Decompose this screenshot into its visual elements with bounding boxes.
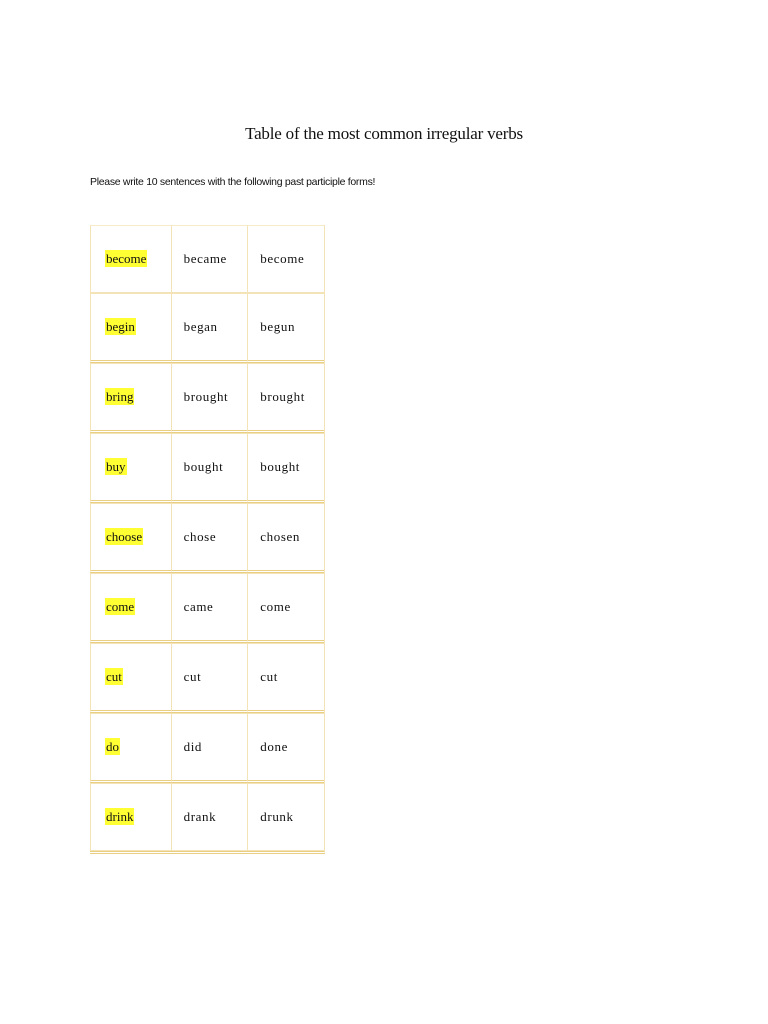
past-simple-cell: began <box>171 293 248 363</box>
base-form-cell <box>90 783 171 851</box>
verbs-table-body <box>90 225 324 851</box>
base-form-highlight: cut <box>106 669 122 684</box>
base-form-highlight: do <box>106 739 119 754</box>
table-row <box>90 783 324 851</box>
base-form-cell <box>90 225 171 293</box>
base-form-highlight: choose <box>106 529 143 544</box>
base-form-highlight: buy <box>106 459 126 474</box>
base-form-cell <box>90 573 171 643</box>
base-form-cell <box>90 643 171 713</box>
base-form-highlight: bring <box>106 389 134 404</box>
base-form-cell <box>90 433 171 503</box>
base-form-cell <box>90 713 171 783</box>
base-form-cell <box>90 293 171 363</box>
table-row <box>90 643 324 713</box>
past-simple-cell: came <box>171 573 248 643</box>
past-participle-cell: become <box>247 225 324 293</box>
base-form-cell <box>90 363 171 433</box>
table-row <box>90 225 324 293</box>
past-participle-cell: begun <box>247 293 324 363</box>
past-participle-cell: cut <box>247 643 324 713</box>
past-participle-cell: done <box>247 713 324 783</box>
base-form-highlight: come <box>106 599 135 614</box>
table-row <box>90 433 324 503</box>
past-simple-cell: bought <box>171 433 248 503</box>
past-participle-cell: come <box>247 573 324 643</box>
table-row <box>90 293 324 363</box>
table-row <box>90 573 324 643</box>
past-participle-cell: drunk <box>247 783 324 851</box>
table-row <box>90 363 324 433</box>
table-row <box>90 713 324 783</box>
past-simple-cell: drank <box>171 783 248 851</box>
base-form-highlight: become <box>106 251 147 266</box>
past-participle-cell: chosen <box>247 503 324 573</box>
past-participle-cell: bought <box>247 433 324 503</box>
table-row <box>90 503 324 573</box>
past-simple-cell: became <box>171 225 248 293</box>
instruction-text: Please write 10 sentences with the following past participle forms! <box>90 176 376 188</box>
base-form-highlight: begin <box>106 319 135 334</box>
document-title: Table of the most common irregular verbs <box>245 124 523 143</box>
base-form-cell <box>90 503 171 573</box>
past-simple-cell: cut <box>171 643 248 713</box>
past-participle-cell: brought <box>247 363 324 433</box>
base-form-highlight: drink <box>106 809 134 824</box>
past-simple-cell: did <box>171 713 248 783</box>
irregular-verbs-table <box>90 225 325 854</box>
past-simple-cell: brought <box>171 363 248 433</box>
past-simple-cell: chose <box>171 503 248 573</box>
